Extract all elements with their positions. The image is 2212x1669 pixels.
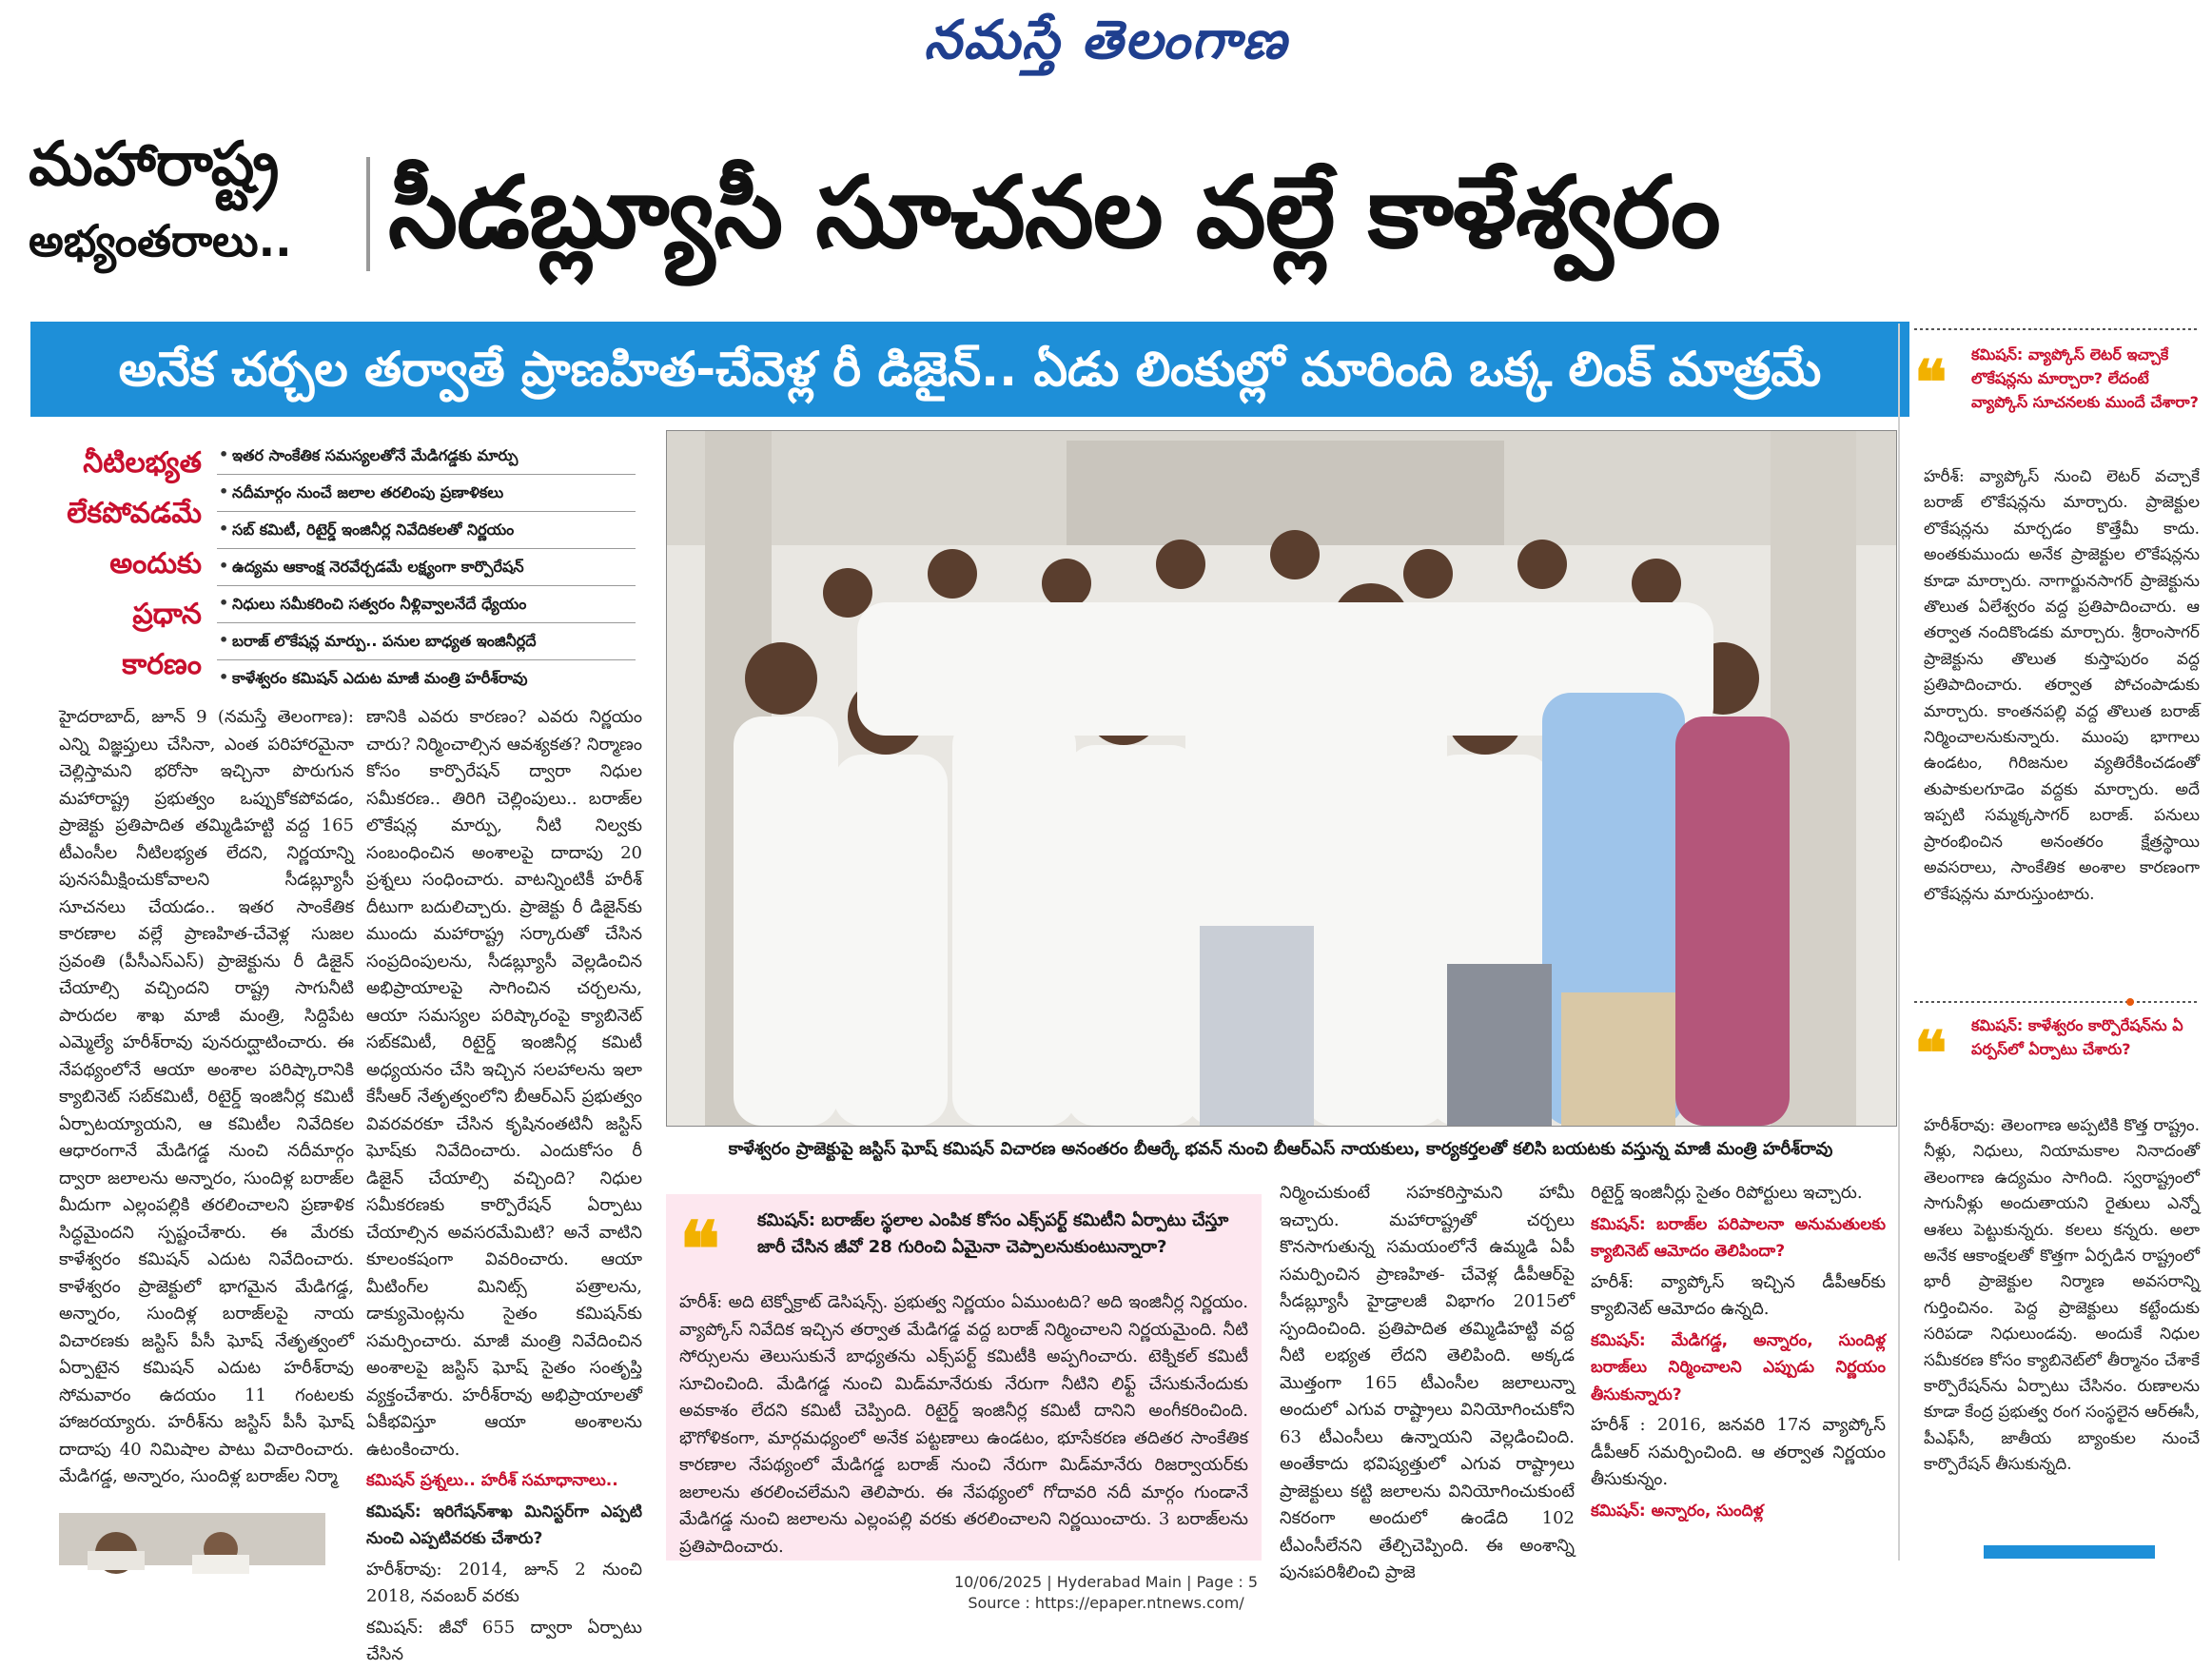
article-column-4: [1591, 1180, 1886, 1565]
newspaper-logo: నమస్తే తెలంగాణ: [924, 10, 1288, 71]
pull-quote: [59, 438, 202, 690]
quote-icon: ❝: [1914, 347, 1948, 419]
article-column-3: [1280, 1180, 1575, 1582]
page-footer: [0, 1572, 2212, 1620]
article-paragraph: రిటైర్డ్ ఇంజినీర్లు సైతం రిపోర్టులు ఇచ్చారు.: [1591, 1183, 1863, 1203]
quote-icon: ❝: [1914, 1018, 1948, 1090]
bullet-item: • ఇతర సాంకేతిక సమస్యలతోనే మేడిగడ్డకు మార్పు: [217, 438, 636, 475]
commission-question: కమిషన్: వ్యాప్కోస్ లెటర్ ఇచ్చాకే లొకేషన్లను మార్చారా? లేదంటే వ్యాప్కోస్ సూచనలకు ముందే చేశారా?: [1971, 345, 2199, 411]
photo-caption: కాళేశ్వరం ప్రాజెక్టుపై జస్టిస్ ఘోష్ కమిషన్ విచారణ అనంతరం బీఆర్కే భవన్ నుంచి బీఆర్ఎస్ నాయకులు, కార్యకర్తలతో కలిసి బయటకు వస్తున్న మాజీ మంత్రి హరీశ్‌రావు: [728, 1139, 1833, 1159]
inset-photo-image: [59, 1513, 325, 1565]
commission-question: కమిషన్: మేడిగడ్డ, అన్నారం, సుందిళ్ల బరాజ్‌లు నిర్మించాలని ఎప్పుడు నిర్ణయం తీసుకున్నారు?: [1591, 1330, 1886, 1404]
commission-question: కమిషన్: అన్నారం, సుందిళ్ల: [1591, 1501, 1764, 1521]
quote-icon: ❝: [679, 1205, 721, 1294]
commission-question: కమిషన్: బరాజ్‌ల పరిపాలనా అనుమతులకు క్యాబినెట్ ఆమోదం తెలిపిందా?: [1591, 1214, 1886, 1261]
pull-quote-line: కారణం: [122, 648, 202, 681]
article-column-2: [366, 704, 642, 1664]
article-paragraph: ణానికి ఎవరు కారణం? ఎవరు నిర్ణయం చారు? నిర్మించాల్సిన ఆవశ్యకత? నిర్మాణం కోసం కార్పొరేషన్ ద్వారా నిధుల సమీకరణ.. తిరిగి చెల్లింపులు.. బరాజ్‌ల లొకేషన్ల మార్పు, నీటి నిల్వకు సంబంధించిన అంశాలపై దాదాపు 20 ప్రశ్నలు సంధించారు. వాటన్నింటికీ హరీశ్ దీటుగా బదులిచ్చారు. ప్రాజెక్టు రీ డిజైన్‌కు ముందు మహారాష్ట్ర సర్కారుతో చేసిన సంప్రదింపులను, సీడబ్ల్యూసీ వెల్లడించిన అభిప్రాయాలపై సాగించిన చర్చలను, ఆయా సమస్యల పరిష్కారంపై క్యాబినెట్ సబ్‌కమిటీ, రిటైర్డ్ ఇంజినీర్ల కమిటీ అధ్యయనం చేసి ఇచ్చిన సలహాలను ఇలా కేసీఆర్ నేతృత్వంలోని బీఆర్ఎస్ ప్రభుత్వం వివరవరకూ చేసిన కృషినంతటినీ జస్టిస్ ఘోష్‌కు నివేదించారు. ఎందుకోసం రీ డిజైన్ చేయాల్సి వచ్చింది? నిధుల సమీకరణకు కార్పొరేషన్ ఏర్పాటు చేయాల్సిన అవసరమేమిటి? అనే వాటిని కూలంకషంగా వివరించారు. ఆయా మీటింగ్‌ల మినిట్స్ పత్రాలను, డాక్యుమెంట్లను సైతం కమిషన్‌కు సమర్పించారు. మాజీ మంత్రి నివేదించిన అంశాలపై జస్టిస్ ఘోష్ సైతం సంతృప్తి వ్యక్తంచేశారు. హరీశ్‌రావు అభిప్రాయాలతో ఏకీభవిస్తూ ఆయా అంశాలను ఉటంకించారు.: [366, 707, 642, 1460]
sidebar-answer-1: హరీశ్: వ్యాప్కోస్ నుంచి లెటర్ వచ్చాకే బరాజ్ లొకేషన్లను మార్చారు. ప్రాజెక్టుల లొకేషన్లను మార్చడం కొత్తేమీ కాదు. అంతకుముందు అనేక ప్రాజెక్టుల లొకేషన్లను కూడా మార్చారు. నాగార్జునసాగర్ ప్రాజెక్టును తొలుత ఏలేశ్వరం వద్ద ప్రతిపాదించారు. ఆ తర్వాత నందికొండకు మార్చారు. శ్రీరాంసాగర్ ప్రాజెక్టును తొలుత కుస్తాపురం వద్ద ప్రతిపాదించారు. తర్వాత పోచంపాడుకు మార్చారు. కాంతనపల్లి వద్ద తొలుత బరాజ్ నిర్మించాలనుకున్నారు. ముంపు భాగాలు ఉండటం, గిరిజనుల వ్యతిరేకించడంతో తుపాకులగూడెం వద్దకు మార్చారు. అదే ఇప్పటి సమ్మక్కసాగర్ బరాజ్. పనులు ప్రారంభించిన అనంతరం క్షేత్రస్థాయి అవసరాలు, సాంకేతిక అంశాల కారణంగా లొకేషన్లను మారుస్తుంటారు.: [1924, 467, 2200, 904]
kicker-line-2: అభ్యంతరాలు..: [29, 215, 292, 266]
harish-answer: హరీశ్: వ్యాప్కోస్ ఇచ్చిన డీపీఆర్‌కు క్యాబినెట్ ఆమోదం ఉన్నది.: [1591, 1271, 1886, 1319]
article-paragraph: హైదరాబాద్, జూన్ 9 (నమస్తే తెలంగాణ): ఎన్ని విజ్ఞప్తులు చేసినా, ఎంత పరిహారమైనా చెల్లిస్తామని భరోసా ఇచ్చినా పొరుగున మహారాష్ట్ర ప్రభుత్వం ఒప్పుకోకపోవడం, ప్రాజెక్టు ప్రతిపాదిత తమ్మిడిహట్టి వద్ద 165 టీఎంసీల నీటిలభ్యత లేదని, నిర్ణయాన్ని పునసమీక్షించుకోవాలని సీడబ్ల్యూసీ సూచనలు చేయడం.. ఇతర సాంకేతిక కారణాల వల్లే ప్రాణహిత-చేవెళ్ల సుజల స్రవంతి (పీసీఎస్ఎస్) ప్రాజెక్టును రీ డిజైన్ చేయాల్సి వచ్చిందని రాష్ట్ర సాగునీటి పారుదల శాఖ మాజీ మంత్రి, సిద్దిపేట ఎమ్మెల్యే హరీశ్‌రావు పునరుద్ఘాటించారు. ఈ నేపథ్యంలోనే ఆయా అంశాల పరిష్కారానికి క్యాబినెట్ సబ్‌కమిటీ, రిటైర్డ్ ఇంజినీర్ల కమిటీ ఏర్పాటయ్యాయని, ఆ కమిటీల నివేదికల ఆధారంగానే మేడిగడ్డ నుంచి నదీమార్గం ద్వారా జలాలను అన్నారం, సుందిళ్ల బరాజ్‌ల మీదుగా ఎల్లంపల్లికి తరలించాలని ప్రణాళిక సిద్ధమైందని స్పష్టంచేశారు. ఈ మేరకు కాళేశ్వరం కమిషన్ ఎదుట నివేదించారు. కాళేశ్వరం ప్రాజెక్టులో భాగమైన మేడిగడ్డ, అన్నారం, సుందిళ్ల బరాజ్‌లపై నాయ విచారణకు జస్టిస్ పీసీ ఘోష్ నేతృత్వంలో ఏర్పాటైన కమిషన్ ఎదుట హరీశ్‌రావు సోమవారం ఉదయం 11 గంటలకు హాజరయ్యారు. హరీశ్‌ను జస్టిస్ పీసీ ఘోష్ దాదాపు 40 నిమిషాల పాటు విచారించారు. మేడిగడ్డ, అన్నారం, సుందిళ్ల బరాజ్‌ల నిర్మా: [59, 707, 354, 1486]
pull-quote-line: లేకపోవడమే: [67, 497, 202, 530]
main-headline: సీడబ్ల్యూసీ సూచనల వల్లే కాళేశ్వరం: [388, 154, 1720, 270]
divider-dot: [2126, 998, 2134, 1006]
main-photo: [666, 430, 1897, 1127]
article-paragraph: కమిషన్: జీవో 655 ద్వారా ఏర్పాటు చేసిన: [366, 1617, 642, 1664]
harish-answer: హరీశ్‌రావు: 2014, జూన్ 2 నుంచి 2018, నవంబర్ వరకు: [366, 1559, 642, 1606]
bullet-item: • బరాజ్ లొకేషన్ల మార్పు.. పనుల బాధ్యత ఇంజినీర్లదే: [217, 623, 636, 660]
subsection-heading: కమిషన్ ప్రశ్నలు.. హరీశ్ సమాధానాలు..: [366, 1471, 618, 1490]
pull-quote-line: అందుకు: [109, 547, 202, 580]
inset-photo: [59, 1513, 325, 1565]
headline-kicker: [29, 122, 371, 298]
accent-bar: [1984, 1545, 2155, 1559]
bullet-item: • ఉద్యమ ఆకాంక్ష నెరవేర్చడమే లక్ష్యంగా కార్పొరేషన్: [217, 549, 636, 586]
column-divider: [1898, 324, 1900, 1561]
highlight-bullets: [217, 438, 636, 699]
qa-highlight-box: [666, 1194, 1262, 1561]
source-link[interactable]: Source : https://epaper.ntnews.com/: [968, 1594, 1244, 1612]
commission-question: కమిషన్: బరాజ్‌ల స్థలాల ఎంపిక కోసం ఎక్స్‌పర్ట్ కమిటీని ఏర్పాటు చేస్తూ జారీ చేసిన జీవో 28 గురించి ఏమైనా చెప్పాలనుకుంటున్నారా?: [757, 1210, 1229, 1257]
kicker-line-1: మహారాష్ట్ర: [29, 129, 280, 200]
pull-quote-line: ప్రధాన: [132, 598, 202, 631]
commission-question: కమిషన్: కాళేశ్వరం కార్పొరేషన్‌ను ఏ పర్పస్‌లో ఏర్పాటు చేశారు?: [1971, 1016, 2183, 1058]
article-paragraph: నిర్మించుకుంటే సహకరిస్తామని హామీ ఇచ్చారు. మహారాష్ట్రతో చర్చలు కొనసాగుతున్న సమయంలోనే ఉమ్మడి ఏపీ సమర్పించిన ప్రాణహిత- చేవెళ్ల డీపీఆర్‌పై సీడబ్ల్యూసీ హైడ్రాలజీ విభాగం 2015లో స్పందించింది. ప్రతిపాదిత తమ్మిడిహట్టి వద్ద నీటి లభ్యత లేదని తెలిపింది. అక్కడ మొత్తంగా 165 టీఎంసీల జలాలున్నా అందులో ఎగువ రాష్ట్రాలు వినియోగించుకోని 63 టీఎంసీలు ఉన్నాయని వెల్లడించింది. అంతేకాదు భవిష్యత్తులో ఎగువ రాష్ట్రాలు ప్రాజెక్టులు కట్టి జలాలను వినియోగించుకుంటే నికరంగా అందులో ఉండేది 102 టీఎంసీలేనని తేల్చిచెప్పింది. ఈ అంశాన్ని పునఃపరిశీలించి ప్రాజె: [1280, 1183, 1575, 1582]
crowd-photo-illustration: [667, 431, 1896, 1126]
harish-answer: హరీశ్: అది టెక్నోక్రాట్ డెసిషన్స్. ప్రభుత్వ నిర్ణయం ఏముంటది? అది ఇంజినీర్ల నిర్ణయం. వ్యాప్కోస్ నివేదిక ఇచ్చిన తర్వాత మేడిగడ్డ వద్ద బరాజ్ నిర్మించాలని నిర్ణయమైంది. నీటి సోర్సులను తెలుసుకునే బాధ్యతను ఎక్స్‌పర్ట్ కమిటీకి అప్పగించారు. టెక్నికల్ కమిటీ సూచించింది. మేడిగడ్డ నుంచి మిడ్‌మానేరుకు నేరుగా నీటిని లిఫ్ట్ చేసుకునేందుకు అవకాశం లేదని కమిటీ చెప్పింది. రిటైర్డ్ ఇంజినీర్ల కమిటీ దానిని అంగీకరించింది. భౌగోళికంగా, మార్గమధ్యంలో అనేక పట్టణాలు ఉండటం, భూసేకరణ తదితర సాంకేతిక కారణాల నేపథ్యంలో మేడిగడ్డ బరాజ్ నుంచి నేరుగా మిడ్‌మానేరు రిజర్వాయర్‌కు జలాలను తరలించలేమని తెలిపారు. ఈ నేపథ్యంలో గోదావరి నదీ మార్గం గుండానే మేడిగడ్డ నుంచి జలాలను ఎల్లంపల్లి వరకు తరలించాలని నిర్ణయించారు. 3 బరాజ్‌లను ప్రతిపాదించారు.: [679, 1292, 1248, 1557]
dotted-divider: [1914, 328, 2200, 330]
sidebar-answer-2: హరీశ్‌రావు: తెలంగాణ అప్పటికి కొత్త రాష్ట్రం. నీళ్లు, నిధులు, నియామకాల నినాదంతో తెలంగాణ ఉద్యమం సాగింది. స్వరాష్ట్రంలో సాగునీళ్లు అందుతాయని రైతులు ఎన్నో ఆశలు పెట్టుకున్నరు. కలలు కన్నరు. అలా అనేక ఆకాంక్షలతో కొత్తగా ఏర్పడిన రాష్ట్రంలో భారీ ప్రాజెక్టుల నిర్మాణ అవసరాన్ని గుర్తించినం. పెద్ద ప్రాజెక్టులు కట్టేందుకు సరిపడా నిధులుండవు. అందుకే నిధుల సమీకరణ కోసం క్యాబినెట్‌లో తీర్మానం చేశాకే కార్పొరేషన్‌ను ఏర్పాటు చేసినం. రుణాలను కూడా కేంద్ర ప్రభుత్వ రంగ సంస్థలైన ఆర్ఈసీ, పీఎఫ్‌సీ, జాతీయ బ్యాంకుల నుంచే కార్పొరేషన్ తీసుకున్నది.: [1924, 1116, 2200, 1475]
commission-question: కమిషన్: ఇరిగేషన్‌శాఖ మినిస్టర్‌గా ఎప్పటి నుంచి ఎప్పటివరకు చేశారు?: [366, 1502, 642, 1548]
harish-answer: హరీశ్ : 2016, జనవరి 17న వ్యాప్కోస్ డీపీఆర్ సమర్పించింది. ఆ తర్వాత నిర్ణయం తీసుకున్నం.: [1591, 1415, 1886, 1489]
sidebar-question-2: [1914, 1013, 2200, 1109]
dotted-divider: [1914, 1001, 2200, 1003]
edition-info: 10/06/2025 | Hyderabad Main | Page : 5: [953, 1573, 1259, 1591]
kicker-divider: [366, 157, 370, 271]
bullet-item: • సబ్ కమిటీ, రిటైర్డ్ ఇంజినీర్ల నివేదికలతో నిర్ణయం: [217, 512, 636, 549]
pull-quote-line: నీటిలభ్యత: [83, 446, 202, 480]
subhead-banner: అనేక చర్చల తర్వాతే ప్రాణహిత-చేవెళ్ల రీ డిజైన్.. ఏడు లింకుల్లో మారింది ఒక్క లింక్ మాత్రమే: [30, 322, 1909, 417]
sidebar-question-1: [1914, 343, 2200, 457]
bullet-item: • కాళేశ్వరం కమిషన్ ఎదుట మాజీ మంత్రి హరీశ్‌రావు: [217, 660, 636, 697]
bullet-item: • నదీమార్గం నుంచే జలాల తరలింపు ప్రణాళికలు: [217, 475, 636, 512]
article-column-1: [59, 704, 354, 1527]
bullet-item: • నిధులు సమీకరించి సత్వరం నీళ్లివ్వాలనేదే ధ్యేయం: [217, 586, 636, 623]
masthead: [0, 0, 2212, 88]
